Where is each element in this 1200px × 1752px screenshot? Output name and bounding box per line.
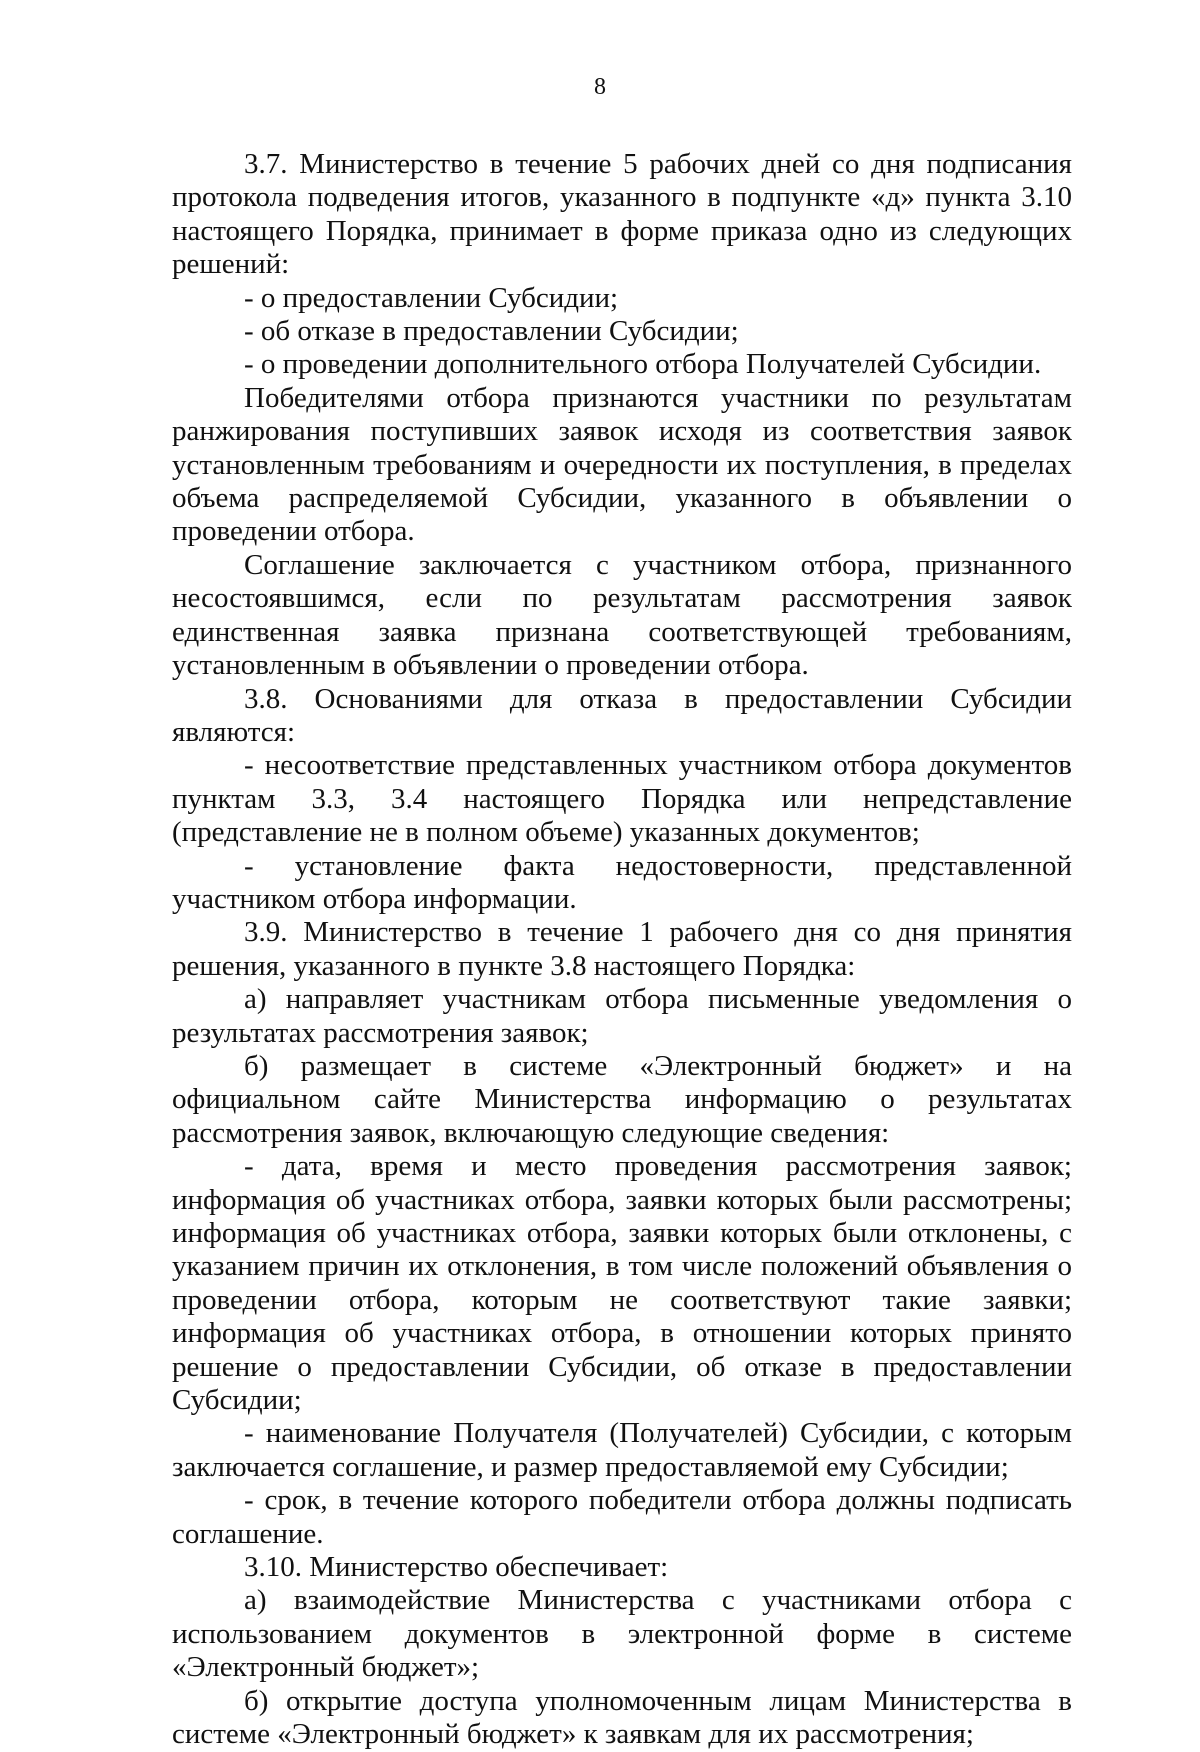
- paragraph-3-7: 3.7. Министерство в течение 5 рабочих дней со дня подписания протокола подведения итогов, указанного в подпункте «д» пункта 3.10 настоящего Порядка, принимает в форме приказа одно из следующих решений:: [172, 148, 1072, 281]
- list-item-publication: б) размещает в системе «Электронный бюджет» и на официальном сайте Министерства информацию о результатах рассмотрения заявок, включающую следующие сведения:: [172, 1049, 1072, 1149]
- list-item-signing-deadline: - срок, в течение которого победители отбора должны подписать соглашение.: [172, 1484, 1072, 1550]
- list-item-notifications: а) направляет участникам отбора письменные уведомления о результатах рассмотрения заявок;: [172, 983, 1072, 1049]
- list-item-nonconformity: - несоответствие представленных участником отбора документов пунктам 3.3, 3.4 настоящего Порядка или непредставление (представление не в полном объеме) указанных документов;: [172, 749, 1072, 849]
- list-item-interaction: а) взаимодействие Министерства с участниками отбора с использованием документов в электронной форме в системе «Электронный бюджет»;: [172, 1584, 1072, 1684]
- list-item-access: б) открытие доступа уполномоченным лицам Министерства в системе «Электронный бюджет» к заявкам для их рассмотрения;: [172, 1684, 1072, 1751]
- paragraph-winners: Победителями отбора признаются участники по результатам ранжирования поступивших заявок исходя из соответствия заявок установленным требованиям и очередности их поступления, в пределах объема распределяемой Субсидии, указанного в объявлении о проведении отбора.: [172, 381, 1072, 548]
- list-item-grant-provision: - о предоставлении Субсидии;: [244, 281, 619, 314]
- list-item-inaccuracy: - установление факта недостоверности, представленной участником отбора информации.: [172, 849, 1072, 915]
- list-item-additional-selection: - о проведении дополнительного отбора Получателей Субсидии.: [244, 348, 1042, 381]
- paragraph-agreement: Соглашение заключается с участником отбора, признанного несостоявшимся, если по результатам рассмотрения заявок единственная заявка признана соответствующей требованиям, установленным в объявлении о проведении отбора.: [172, 548, 1072, 682]
- page-number: 8: [594, 74, 606, 100]
- paragraph-3-10: 3.10. Министерство обеспечивает:: [244, 1551, 669, 1584]
- list-item-grant-refusal: - об отказе в предоставлении Субсидии;: [244, 315, 739, 348]
- list-item-recipient-name: - наименование Получателя (Получателей) Субсидии, с которым заключается соглашение, и размер предоставляемой ему Субсидии;: [172, 1417, 1072, 1483]
- list-item-review-details: - дата, время и место проведения рассмотрения заявок; информация об участниках отбора, заявки которых были рассмотрены; информация об участниках отбора, заявки которых были отклонены, с указанием причин их отклонения, в том числе положений объявления о проведении отбора, которым не соответствуют такие заявки; информация об участниках отбора, в отношении которых принято решение о предоставлении Субсидии, об отказе в предоставлении Субсидии;: [172, 1150, 1072, 1417]
- document-body: [172, 148, 1072, 1752]
- paragraph-3-8: 3.8. Основаниями для отказа в предоставлении Субсидии являются:: [172, 682, 1072, 748]
- paragraph-3-9: 3.9. Министерство в течение 1 рабочего дня со дня принятия решения, указанного в пункте 3.8 настоящего Порядка:: [172, 916, 1072, 982]
